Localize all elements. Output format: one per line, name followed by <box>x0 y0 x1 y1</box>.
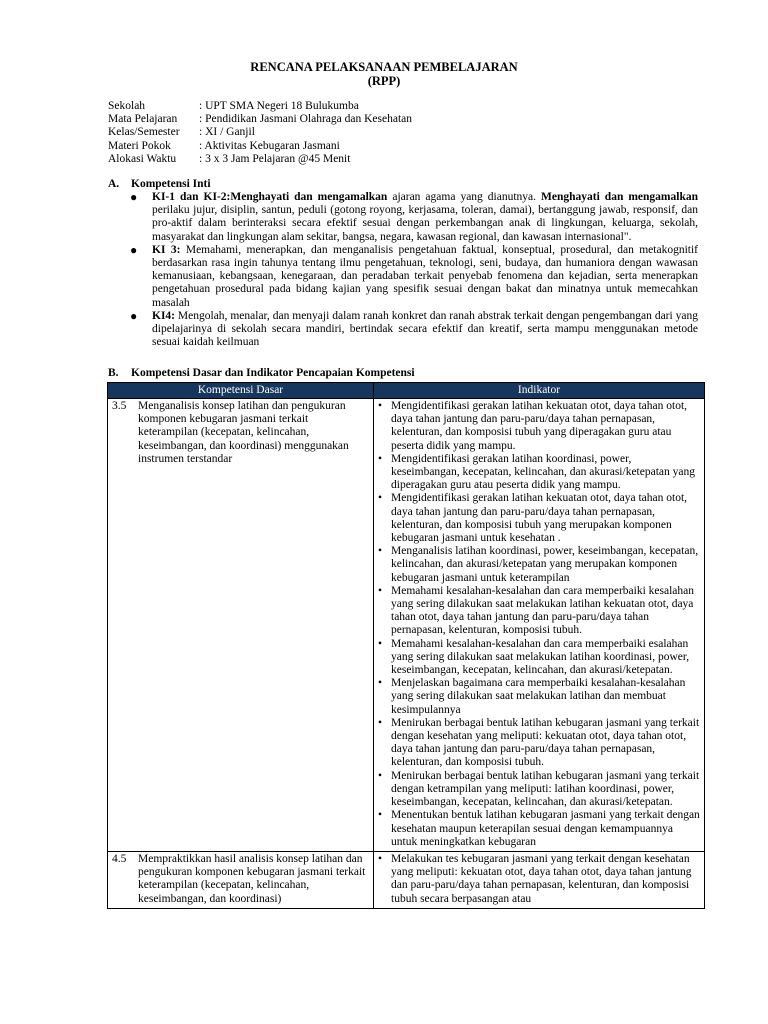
indicator-item <box>378 492 700 545</box>
kd-cell <box>108 851 374 908</box>
ki-heading: KI 3: <box>152 243 181 256</box>
ki-text: perilaku jujur, disiplin, santun, peduli (gotong royong, kerjasama, toleran, damai), bertanggung jawab, responsif, dan pro-aktif dalam berinteraksi secara efektif sesuai dengan perkembangan anak di lingkungan, keluarga, sekolah, masyarakat dan lingkungan alam sekitar, bangsa, negara, kawasan regional, dan kawasan internasional". <box>152 204 698 243</box>
indicator-text: Mengidentifikasi gerakan latihan kekuatan otot, daya tahan otot, daya tahan jantung dan paru-paru/daya tahan pernapasan, kelenturan, dan komposisi tubuh yang merupakan komponen kebugaran jasmani untuk kesehatan . <box>391 492 688 545</box>
indicator-item <box>378 400 700 453</box>
section-a-heading <box>108 178 211 191</box>
section-b-heading <box>108 367 415 380</box>
indicator-text: Menganalisis latihan koordinasi, power, keseimbangan, kecepatan, kelincahan, dan akurasi/ketepatan yang merupakan komponen kebugaran jasmani untuk keterampilan <box>391 545 699 584</box>
kd-text: Mempraktikkan hasil analisis konsep latihan dan pengukuran komponen kebugaran jasmani terkait keterampilan (kecepatan, kelincahan, keseimbangan, dan koordinasi) <box>138 852 366 905</box>
table-header-row <box>108 383 705 399</box>
bullet-icon: • <box>378 492 383 505</box>
kd-text: Menganalisis konsep latihan dan pengukuran komponen kebugaran jasmani terkait keterampilan (kecepatan, kelincahan, keseimbangan, dan koordinasi) menggunakan instrumen terstandar <box>138 400 349 465</box>
header-kd: Kompetensi Dasar <box>108 383 374 399</box>
section-letter: A. <box>108 178 120 190</box>
bullet-icon: • <box>378 809 383 822</box>
info-value: : XI / Ganjil <box>199 126 255 139</box>
ki-text: ajaran agama yang dianutnya. <box>387 191 542 203</box>
indicator-item <box>378 453 700 493</box>
table-row <box>108 851 705 908</box>
indicator-item <box>378 677 700 717</box>
ki-emphasis: Menghayati dan mengamalkan <box>541 191 698 203</box>
indicator-text: Memahami kesalahan-kesalahan dan cara memperbaiki esalahan yang sering dilakukan saat melakukan latihan koordinasi, power, keseimbangan, kecepatan, kelincahan, dan akurasi/ketepatan. <box>391 637 690 677</box>
bullet-icon: • <box>378 545 383 558</box>
bullet-icon: • <box>378 400 383 412</box>
indicator-list <box>378 853 700 906</box>
section-letter: B. <box>108 367 119 379</box>
info-value: : Aktivitas Kebugaran Jasmani <box>199 139 340 152</box>
ki-text: Mengolah, menalar, dan menyaji dalam ranah konkret dan ranah abstrak terkait dengan pengembangan dari yang dipelajarinya di sekolah secara mandiri, bertindak secara efektif dan kreatif, serta mampu menggunakan metode sesuai kaidah keilmuan <box>152 309 698 349</box>
indicator-cell <box>374 851 705 908</box>
info-value: : UPT SMA Negeri 18 Bulukumba <box>199 100 359 112</box>
indicator-text: Mengidentifikasi gerakan latihan koordinasi, power, keseimbangan, kecepatan, kelincahan, dan akurasi/ketepatan yang diperagakan guru atau peserta didik yang mampu. <box>391 452 695 492</box>
section-title: Kompetensi Inti <box>131 178 211 190</box>
indicator-text: Menjelaskan bagaimana cara memperbaiki kesalahan-kesalahan yang sering dilakukan saat melakukan latihan dan membuat kesimpulannya <box>391 677 686 716</box>
info-label: Kelas/Semester <box>108 126 180 139</box>
bullet-icon: • <box>378 677 383 690</box>
info-row-time <box>108 153 412 166</box>
bullet-icon: • <box>378 769 383 782</box>
competency-indicator-table <box>107 382 705 909</box>
bullet-icon: • <box>378 452 383 465</box>
ki-item-1-2 <box>130 191 698 244</box>
bullet-icon: • <box>378 716 383 729</box>
kd-number: 3.5 <box>112 400 127 412</box>
indicator-item <box>378 585 700 638</box>
title-line-1: RENCANA PELAKSANAAN PEMBELAJARAN <box>250 60 518 74</box>
ki-item-3 <box>130 244 698 310</box>
indicator-list <box>378 400 700 849</box>
core-competency-list <box>130 191 698 349</box>
indicator-text: Memahami kesalahan-kesalahan dan cara memperbaiki kesalahan yang sering dilakukan saat melakukan latihan kekuatan otot, daya tahan otot, daya tahan jantung dan paru-paru/daya tahan pernapasan, kelenturan, komposisi tubuh. <box>391 584 695 637</box>
bullet-icon: • <box>378 852 383 865</box>
bullet-icon: ● <box>130 308 138 323</box>
indicator-item <box>378 770 700 810</box>
ki-heading: KI-1 dan KI-2:Menghayati dan mengamalkan <box>152 191 388 203</box>
info-label: Materi Pokok <box>108 139 171 152</box>
indicator-text: Menentukan bentuk latihan kebugaran jasmani yang terkait dengan kesehatan maupun keterapilan sesuai dengan kemampuannya untuk meningkatkan kebugaran <box>391 809 700 848</box>
info-label: Mata Pelajaran <box>108 113 178 126</box>
info-row-topic <box>108 140 412 153</box>
bullet-icon: • <box>378 584 383 597</box>
title-line-2: (RPP) <box>367 74 401 88</box>
bullet-icon: ● <box>130 242 138 257</box>
ki-heading: KI4: <box>152 309 175 322</box>
info-row-school <box>108 100 412 113</box>
indicator-text: Menirukan berbagai bentuk latihan kebugaran jasmani yang terkait dengan kesehatan yang meliputi: kekuatan otot, daya tahan otot, daya tahan jantung dan paru-paru/daya tahan pernapasan, kelenturan, dan komposisi tubuh. <box>391 716 700 769</box>
info-label: Alokasi Waktu <box>108 152 177 165</box>
kd-number: 4.5 <box>112 852 127 865</box>
indicator-text: Melakukan tes kebugaran jasmani yang terkait dengan kesehatan yang meliputi: kekuatan otot, daya tahan otot, daya tahan jantung dan paru-paru/daya tahan pernapasan, kelenturan, dan komposisi tubuh secara berpasangan atau <box>391 852 692 905</box>
bullet-icon: ● <box>130 190 138 204</box>
section-title: Kompetensi Dasar dan Indikator Pencapaian Kompetensi <box>131 367 415 379</box>
header-indicator: Indikator <box>374 383 705 399</box>
info-row-class <box>108 126 412 139</box>
indicator-item <box>378 809 700 849</box>
indicator-item <box>378 853 700 906</box>
ki-item-4 <box>130 310 698 350</box>
info-label: Sekolah <box>108 100 146 112</box>
indicator-item <box>378 545 700 585</box>
ki-text: Memahami, menerapkan, dan menganalisis pengetahuan faktual, konseptual, prosedural, dan metakognitif berdasarkan rasa ingin tahunya tentang ilmu pengetahuan, teknologi, seni, budaya, dan humaniora dengan wawasan kemanusiaan, kebangsaan, kenegaraan, dan peradaban terkait penyebab fenomena dan kejadian, serta menerapkan pengetahuan prosedural pada bidang kajian yang spesifik sesuai dengan bakat dan minatnya untuk memecahkan masalah <box>152 243 698 309</box>
info-value: : 3 x 3 Jam Pelajaran @45 Menit <box>199 152 351 165</box>
indicator-cell <box>374 399 705 852</box>
info-row-subject <box>108 113 412 126</box>
indicator-item <box>378 717 700 770</box>
info-value: : Pendidikan Jasmani Olahraga dan Kesehatan <box>199 113 413 126</box>
indicator-item <box>378 638 700 678</box>
indicator-text: Menirukan berbagai bentuk latihan kebugaran jasmani yang terkait dengan ketrampilan yang meliputi: latihan koordinasi, power, keseimbangan, kecepatan, kelincahan, dan akurasi/ketepatan. <box>391 769 700 809</box>
table-row <box>108 399 705 852</box>
bullet-icon: • <box>378 637 383 650</box>
indicator-text: Mengidentifikasi gerakan latihan kekuatan otot, daya tahan otot, daya tahan jantung dan paru-paru/daya tahan pernapasan, kelenturan, dan komposisi tubuh yang diperagakan guru atau peserta didik yang mampu. <box>391 400 688 452</box>
kd-cell <box>108 399 374 852</box>
document-title <box>0 60 768 88</box>
identity-block <box>108 100 412 166</box>
